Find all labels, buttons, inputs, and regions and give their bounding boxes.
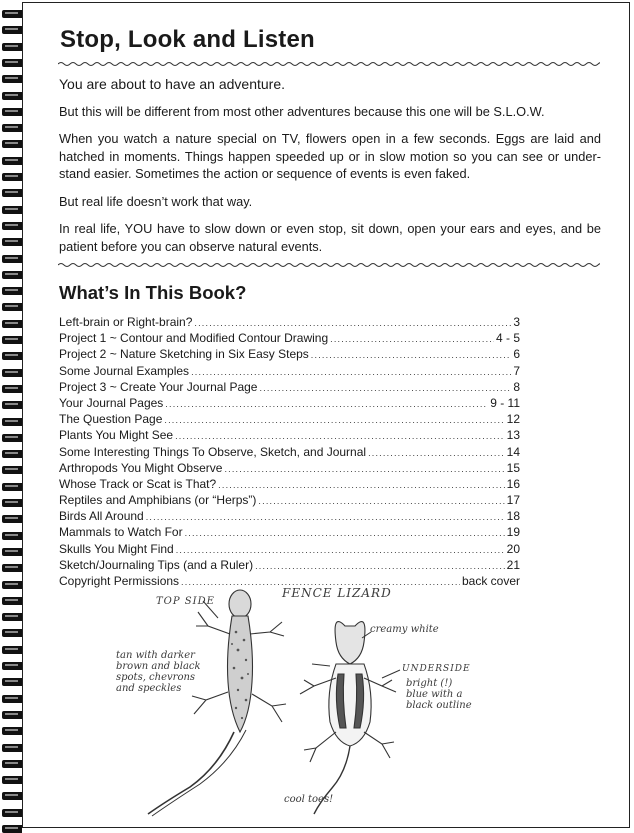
binding-ring bbox=[2, 303, 22, 311]
binding-ring bbox=[2, 157, 22, 165]
lizard-underside-view bbox=[300, 622, 396, 814]
binding-ring bbox=[2, 744, 22, 752]
toc-entry[interactable]: The Question Page ..... 12 bbox=[59, 411, 520, 427]
binding-ring bbox=[2, 695, 22, 703]
label-fence-lizard: FENCE LIZARD bbox=[282, 586, 392, 600]
toc-entry[interactable]: Project 2 ~ Nature Sketching in Six Easy Steps ..... 6 bbox=[59, 346, 520, 362]
binding-ring bbox=[2, 10, 22, 18]
label-underside-desc: bright (!) blue with a black outline bbox=[406, 678, 472, 711]
intro-paragraph: But real life doesn’t work that way. bbox=[59, 193, 253, 209]
label-cool-toes: cool toes! bbox=[284, 794, 334, 805]
page-title: Stop, Look and Listen bbox=[60, 26, 315, 53]
binding-ring bbox=[2, 662, 22, 670]
lizard-top-view bbox=[148, 590, 286, 816]
binding-ring bbox=[2, 564, 22, 572]
toc-entry[interactable]: Copyright Permissions ..... back cover bbox=[59, 573, 520, 589]
binding-ring bbox=[2, 678, 22, 686]
binding-ring bbox=[2, 320, 22, 328]
binding-ring bbox=[2, 238, 22, 246]
binding-ring bbox=[2, 727, 22, 735]
binding-ring bbox=[2, 515, 22, 523]
toc-entry[interactable]: Whose Track or Scat is That? ..... 16 bbox=[59, 476, 520, 492]
toc-entry[interactable]: Sketch/Journaling Tips (and a Ruler) ..... 21 bbox=[59, 557, 520, 573]
binding-ring bbox=[2, 711, 22, 719]
binding-ring bbox=[2, 173, 22, 181]
binding-ring bbox=[2, 499, 22, 507]
binding-ring bbox=[2, 369, 22, 377]
toc-entry[interactable]: Project 1 ~ Contour and Modified Contour Drawing ..... 4 - 5 bbox=[59, 330, 520, 346]
toc-entry[interactable]: Mammals to Watch For ..... 19 bbox=[59, 524, 520, 540]
binding-ring bbox=[2, 646, 22, 654]
intro-paragraph: When you watch a nature special on TV, flowers open in a few seconds. Eggs are laid and hatched in moments. Things happen speeded up or in slow motion so you can see or under-stand easier. Sometimes the action or sequence of events is even faked. bbox=[59, 131, 601, 181]
binding-ring bbox=[2, 222, 22, 230]
binding-ring bbox=[2, 92, 22, 100]
toc-entry[interactable]: Birds All Around ..... 18 bbox=[59, 508, 520, 524]
binding-ring bbox=[2, 532, 22, 540]
binding-ring bbox=[2, 43, 22, 51]
label-top-side: TOP SIDE bbox=[156, 596, 215, 607]
binding-ring bbox=[2, 792, 22, 800]
binding-ring bbox=[2, 434, 22, 442]
binding-ring bbox=[2, 776, 22, 784]
binding-ring bbox=[2, 255, 22, 263]
binding-ring bbox=[2, 466, 22, 474]
binding-ring bbox=[2, 59, 22, 67]
binding-ring bbox=[2, 140, 22, 148]
binding-ring bbox=[2, 597, 22, 605]
intro-section bbox=[59, 76, 601, 265]
binding-ring bbox=[2, 206, 22, 214]
toc-entry[interactable]: Plants You Might See ..... 13 bbox=[59, 427, 520, 443]
wavy-divider-bottom bbox=[58, 261, 600, 269]
intro-paragraph: But this will be different from most other adventures because this one will be S.L.O.W. bbox=[59, 103, 545, 119]
table-of-contents bbox=[59, 314, 520, 589]
label-top-desc: tan with darker brown and black spots, chevrons and speckles bbox=[116, 650, 201, 694]
intro-paragraph: In real life, YOU have to slow down or even stop, sit down, open your ears and eyes, and be patient before you can observe natural events. bbox=[59, 221, 601, 254]
binding-ring bbox=[2, 271, 22, 279]
binding-ring bbox=[2, 401, 22, 409]
toc-entry[interactable]: Some Interesting Things To Observe, Sketch, and Journal ..... 14 bbox=[59, 444, 520, 460]
binding-ring bbox=[2, 124, 22, 132]
toc-entry[interactable]: Some Journal Examples ..... 7 bbox=[59, 363, 520, 379]
fence-lizard-illustration bbox=[100, 582, 520, 822]
label-creamy-white: creamy white bbox=[370, 624, 439, 635]
binding-ring bbox=[2, 287, 22, 295]
label-underside: UNDERSIDE bbox=[402, 664, 471, 674]
toc-entry[interactable]: Arthropods You Might Observe ..... 15 bbox=[59, 460, 520, 476]
binding-ring bbox=[2, 548, 22, 556]
binding-ring bbox=[2, 760, 22, 768]
toc-entry[interactable]: Your Journal Pages ..... 9 - 11 bbox=[59, 395, 520, 411]
binding-ring bbox=[2, 418, 22, 426]
toc-entry[interactable]: Project 3 ~ Create Your Journal Page ..... 8 bbox=[59, 379, 520, 395]
binding-ring bbox=[2, 26, 22, 34]
binding-ring bbox=[2, 75, 22, 83]
toc-heading: What’s In This Book? bbox=[59, 282, 247, 303]
toc-entry[interactable]: Skulls You Might Find ..... 20 bbox=[59, 541, 520, 557]
binding-ring bbox=[2, 613, 22, 621]
toc-entry[interactable]: Reptiles and Amphibians (or “Herps”) ..... 17 bbox=[59, 492, 520, 508]
binding-ring bbox=[2, 483, 22, 491]
binding-ring bbox=[2, 581, 22, 589]
binding-ring bbox=[2, 385, 22, 393]
wavy-divider-top bbox=[58, 60, 600, 68]
intro-lead: You are about to have an adventure. bbox=[59, 76, 285, 92]
toc-entry[interactable]: Left-brain or Right-brain? ..... 3 bbox=[59, 314, 520, 330]
binding-ring bbox=[2, 352, 22, 360]
binding-ring bbox=[2, 189, 22, 197]
binding-ring bbox=[2, 336, 22, 344]
spiral-binding bbox=[0, 0, 22, 832]
binding-ring bbox=[2, 629, 22, 637]
binding-ring bbox=[2, 108, 22, 116]
binding-ring bbox=[2, 450, 22, 458]
binding-ring bbox=[2, 809, 22, 817]
